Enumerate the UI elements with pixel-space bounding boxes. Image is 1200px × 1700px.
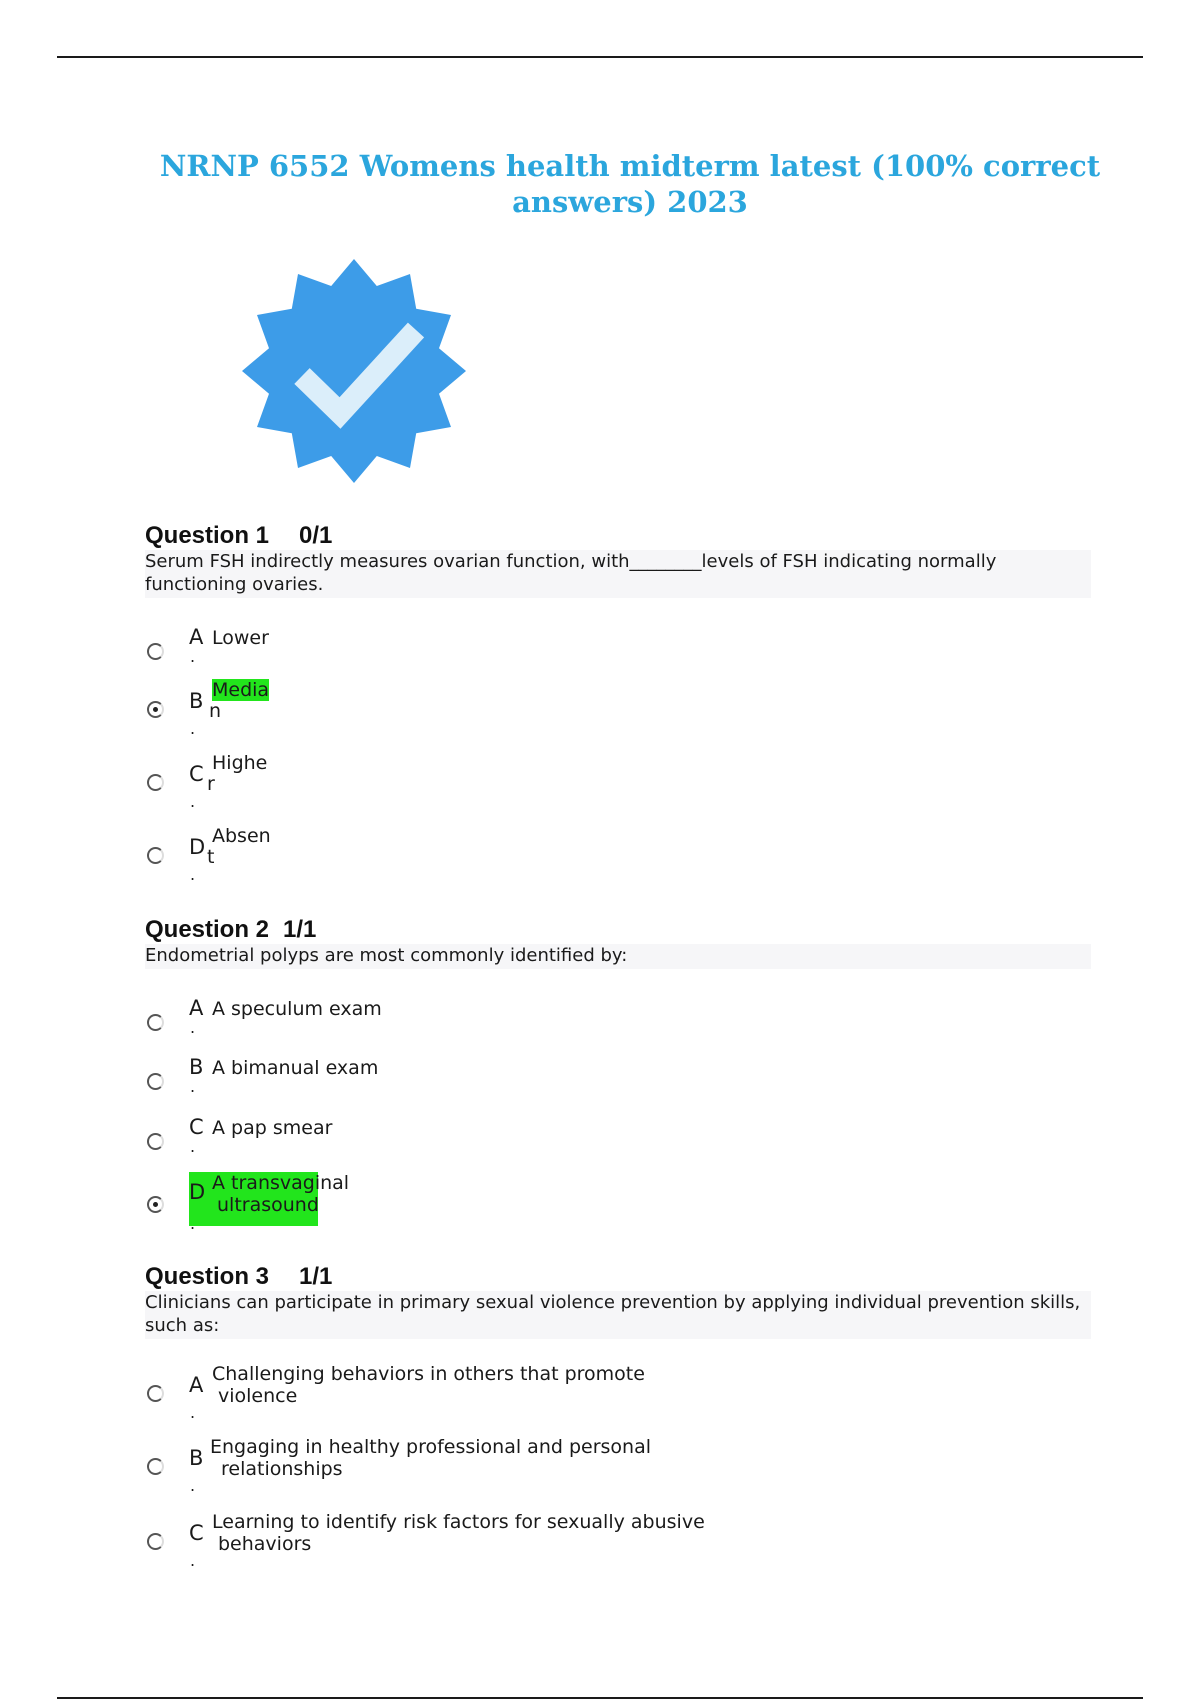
option-letter: B — [189, 689, 204, 713]
radio-button[interactable] — [147, 774, 164, 791]
option-text: A transvaginal — [212, 1172, 350, 1194]
option-text: A speculum exam — [212, 998, 382, 1020]
question-text: Serum FSH indirectly measures ovarian function, with________levels of FSH indicating normally functioning ovaries. — [145, 550, 1091, 598]
option-letter: A — [189, 996, 204, 1020]
option-text-wrap: relationships — [221, 1458, 343, 1480]
option-text: Highe — [212, 752, 268, 774]
option-dot: . — [190, 1403, 196, 1422]
option-text-wrap: n — [209, 700, 222, 722]
question-score: 1/1 — [283, 916, 317, 943]
radio-button[interactable] — [147, 1073, 164, 1090]
option-text-wrap: behaviors — [218, 1533, 312, 1555]
option-text: Learning to identify risk factors for sexually abusive — [212, 1511, 705, 1533]
radio-button[interactable] — [147, 1458, 164, 1475]
option-letter: A — [189, 625, 204, 649]
option-letter: A — [189, 1373, 204, 1397]
option-text — [212, 679, 832, 701]
question-text: Endometrial polyps are most commonly identified by: — [145, 944, 1091, 969]
option-b[interactable] — [145, 679, 845, 739]
question-heading — [145, 916, 1095, 944]
option-dot: . — [190, 1476, 196, 1495]
option-text: Lower — [212, 627, 269, 649]
radio-button-selected[interactable] — [147, 701, 164, 718]
top-rule — [57, 56, 1143, 58]
option-text-wrap: t — [207, 846, 215, 868]
option-d[interactable] — [145, 825, 845, 885]
question-text: Clinicians can participate in primary sexual violence prevention by applying individual prevention skills, such as: — [145, 1291, 1091, 1339]
option-a[interactable] — [145, 625, 845, 685]
question-label: Question 2 — [145, 916, 270, 943]
radio-button[interactable] — [147, 847, 164, 864]
option-text: Engaging in healthy professional and personal — [210, 1436, 652, 1458]
option-letter: D — [189, 1180, 206, 1204]
option-dot: . — [190, 1077, 196, 1096]
option-a[interactable] — [145, 996, 845, 1056]
option-c[interactable] — [145, 1115, 845, 1175]
question-score: 0/1 — [299, 522, 333, 549]
option-dot: . — [190, 865, 196, 884]
question-3 — [145, 1263, 1095, 1570]
option-text-wrap: violence — [218, 1385, 298, 1407]
option-dot: . — [190, 792, 196, 811]
option-text-wrap: r — [207, 773, 215, 795]
radio-button[interactable] — [147, 1533, 164, 1550]
radio-button-selected[interactable] — [147, 1196, 164, 1213]
question-2 — [145, 916, 1095, 1233]
option-letter: C — [189, 1521, 204, 1545]
option-b[interactable] — [145, 1055, 845, 1115]
option-d[interactable] — [145, 1172, 845, 1232]
radio-button[interactable] — [147, 1014, 164, 1031]
question-label: Question 1 — [145, 522, 270, 549]
option-text: A pap smear — [212, 1117, 333, 1139]
bottom-rule — [57, 1697, 1143, 1699]
option-text: A bimanual exam — [212, 1057, 379, 1079]
page-title: NRNP 6552 Womens health midterm latest (100% correct answers) 2023 — [159, 149, 1101, 219]
option-dot: . — [190, 1551, 196, 1570]
option-dot: . — [190, 1018, 196, 1037]
option-letter: D — [189, 835, 206, 859]
question-heading — [145, 1263, 1095, 1291]
option-b[interactable] — [145, 1436, 845, 1496]
option-letter: B — [189, 1446, 204, 1470]
question-score: 1/1 — [299, 1263, 333, 1290]
option-dot: . — [190, 1137, 196, 1156]
option-letter: C — [189, 762, 204, 786]
radio-button[interactable] — [147, 1133, 164, 1150]
option-c[interactable] — [145, 1511, 845, 1571]
radio-button[interactable] — [147, 1385, 164, 1402]
option-c[interactable] — [145, 752, 845, 812]
option-letter: C — [189, 1115, 204, 1139]
question-heading — [145, 522, 1095, 550]
radio-button[interactable] — [147, 643, 164, 660]
option-dot: . — [190, 647, 196, 666]
option-letter: B — [189, 1055, 204, 1079]
option-text: Absen — [212, 825, 271, 847]
correct-answer-highlight: Media — [212, 679, 270, 701]
option-text: Challenging behaviors in others that promote — [212, 1363, 645, 1385]
question-1 — [145, 522, 1095, 884]
option-a[interactable] — [145, 1363, 845, 1423]
option-dot: . — [190, 719, 196, 738]
verified-check-badge-icon — [240, 258, 468, 484]
option-dot: . — [190, 1214, 196, 1233]
option-text-wrap: ultrasound — [217, 1194, 319, 1216]
question-label: Question 3 — [145, 1263, 270, 1290]
